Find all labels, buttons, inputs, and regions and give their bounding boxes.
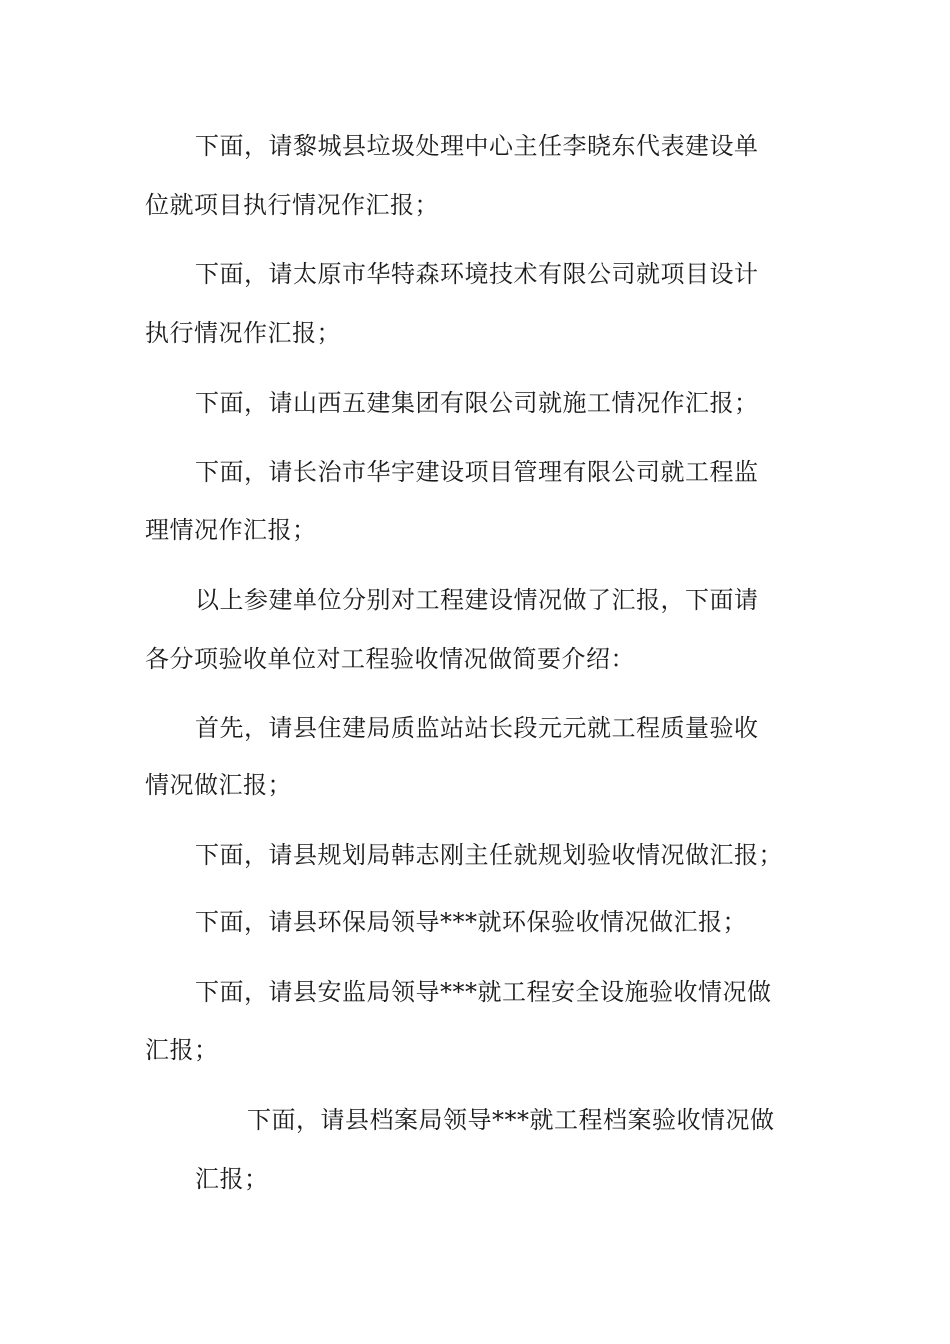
- paragraph-3-line-1: 下面，请山西五建集团有限公司就施工情况作汇报；: [195, 389, 759, 417]
- paragraph-1-line-2: 位就项目执行情况作汇报；: [145, 191, 439, 219]
- paragraph-10-line-2: 汇报；: [195, 1165, 269, 1193]
- paragraph-4-line-2: 理情况作汇报；: [145, 516, 317, 544]
- paragraph-6-line-2: 情况做汇报；: [145, 771, 292, 799]
- paragraph-9-line-2: 汇报；: [145, 1036, 219, 1064]
- paragraph-4-line-1: 下面，请长治市华宇建设项目管理有限公司就工程监: [195, 458, 759, 486]
- paragraph-8-line-1: 下面，请县环保局领导***就环保验收情况做汇报；: [195, 908, 747, 936]
- paragraph-5-line-2: 各分项验收单位对工程验收情况做简要介绍：: [145, 645, 635, 673]
- paragraph-10-line-1: 下面，请县档案局领导***就工程档案验收情况做: [247, 1106, 775, 1134]
- paragraph-1-line-1: 下面，请黎城县垃圾处理中心主任李晓东代表建设单: [195, 132, 759, 160]
- paragraph-2-line-1: 下面，请太原市华特森环境技术有限公司就项目设计: [195, 260, 759, 288]
- paragraph-6-line-1: 首先，请县住建局质监站站长段元元就工程质量验收: [195, 714, 759, 742]
- paragraph-2-line-2: 执行情况作汇报；: [145, 319, 341, 347]
- paragraph-9-line-1: 下面，请县安监局领导***就工程安全设施验收情况做: [195, 978, 772, 1006]
- paragraph-7-line-1: 下面，请县规划局韩志刚主任就规划验收情况做汇报；: [195, 841, 783, 869]
- paragraph-5-line-1: 以上参建单位分别对工程建设情况做了汇报，下面请: [195, 586, 759, 614]
